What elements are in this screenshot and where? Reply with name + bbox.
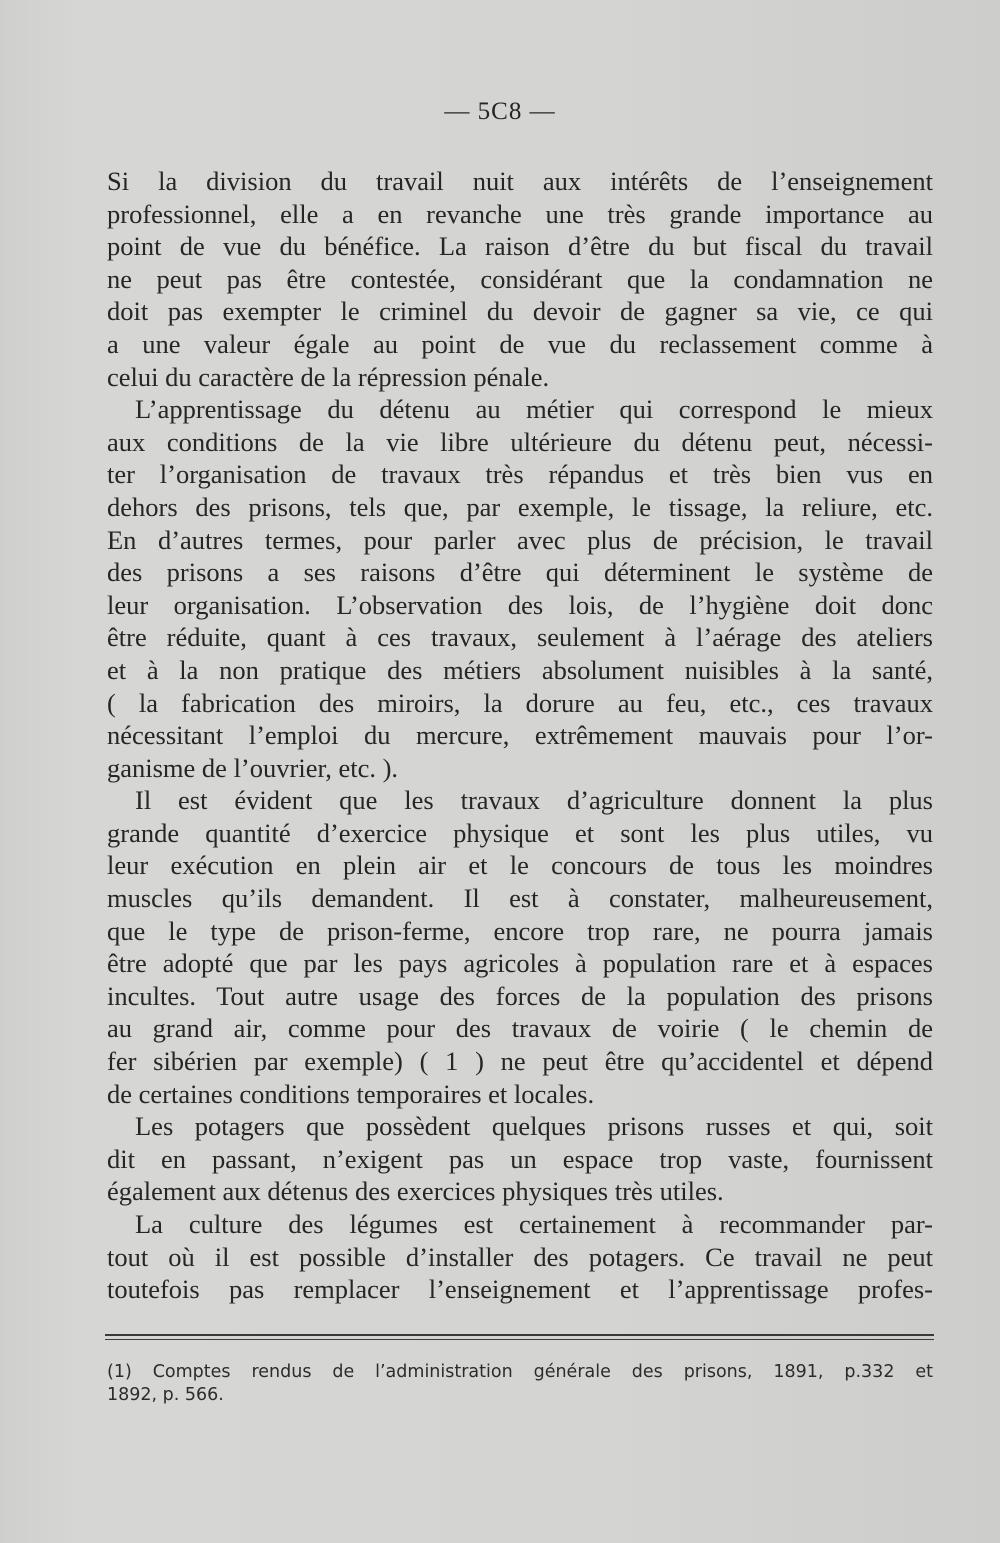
body-line: La culture des légumes est certainement à recommander par- [135, 1209, 933, 1239]
body-line: de certaines conditions temporaires et locales. [107, 1078, 595, 1109]
body-line: et à la non pratique des métiers absolument nuisibles à la santé, [107, 654, 933, 685]
body-line: a une valeur égale au point de vue du reclassement comme à [107, 328, 933, 359]
body-line: L’apprentissage du détenu au métier qui correspond le mieux [135, 394, 933, 425]
body-line: nécessitant l’emploi du mercure, extrêmement mauvais pour l’or- [107, 720, 933, 751]
body-line: En d’autres termes, pour parler avec plus de précision, le travail [107, 524, 933, 555]
body-line: celui du caractère de la répression pénale. [107, 361, 550, 392]
body-line: au grand air, comme pour des travaux de voirie ( le chemin de [107, 1013, 933, 1044]
body-line: muscles qu’ils demandent. Il est à constater, malheureusement, [107, 883, 933, 914]
body-line: ganisme de l’ouvrier, etc. ). [107, 752, 399, 783]
body-line: tout où il est possible d’installer des potagers. Ce travail ne peut [107, 1241, 933, 1272]
body-line: Si la division du travail nuit aux intérêts de l’enseignement [107, 166, 933, 196]
body-line: dit en passant, n’exigent pas un espace trop vaste, fournissent [107, 1143, 933, 1174]
body-line: grande quantité d’exercice physique et sont les plus utiles, vu [107, 817, 933, 848]
body-line: point de vue du bénéfice. La raison d’être du but fiscal du travail [107, 231, 933, 262]
body-line: des prisons a ses raisons d’être qui déterminent le système de [107, 557, 933, 588]
body-line: ter l’organisation de travaux très répandus et très bien vus en [107, 459, 933, 490]
body-line: être réduite, quant à ces travaux, seulement à l’aérage des ateliers [107, 622, 933, 653]
body-line: professionnel, elle a en revanche une très grande importance au [107, 198, 933, 229]
body-line: être adopté que par les pays agricoles à population rare et à espaces [107, 948, 933, 979]
body-line: Les potagers que possèdent quelques prisons russes et qui, soit [135, 1111, 933, 1142]
body-line: également aux détenus des exercices physiques très utiles. [107, 1176, 724, 1207]
page-number: — 5C8 — [444, 98, 556, 125]
body-line: ( la fabrication des miroirs, la dorure au feu, etc., ces travaux [107, 687, 933, 718]
body-line: doit pas exempter le criminel du devoir de gagner sa vie, ce qui [107, 296, 933, 327]
body-line: aux conditions de la vie libre ultérieure du détenu peut, nécessi- [107, 426, 933, 457]
body-line: leur organisation. L’observation des lois, de l’hygiène doit donc [107, 589, 933, 620]
footnote [107, 1361, 933, 1407]
footnote-divider-thin [105, 1339, 934, 1340]
body-line: que le type de prison-ferme, encore trop rare, ne pourra jamais [107, 915, 933, 946]
footnote-line: (1) Comptes rendus de l’administration générale des prisons, 1891, p.332 et [107, 1362, 933, 1382]
body-line: ne peut pas être contestée, considérant que la condamnation ne [107, 263, 933, 294]
body-text [107, 165, 933, 1306]
footnote-divider [105, 1334, 934, 1336]
body-line: fer sibérien par exemple) ( 1 ) ne peut être qu’accidentel et dépend [107, 1046, 933, 1077]
footnote-line: 1892, p. 566. [107, 1385, 224, 1405]
body-line: toutefois pas remplacer l’enseignement et l’apprentissage profes- [107, 1274, 933, 1305]
body-line: dehors des prisons, tels que, par exemple, le tissage, la reliure, etc. [107, 491, 933, 522]
body-line: incultes. Tout autre usage des forces de la population des prisons [107, 980, 933, 1011]
body-line: leur exécution en plein air et le concours de tous les moindres [107, 850, 933, 881]
body-line: Il est évident que les travaux d’agriculture donnent la plus [135, 785, 933, 816]
